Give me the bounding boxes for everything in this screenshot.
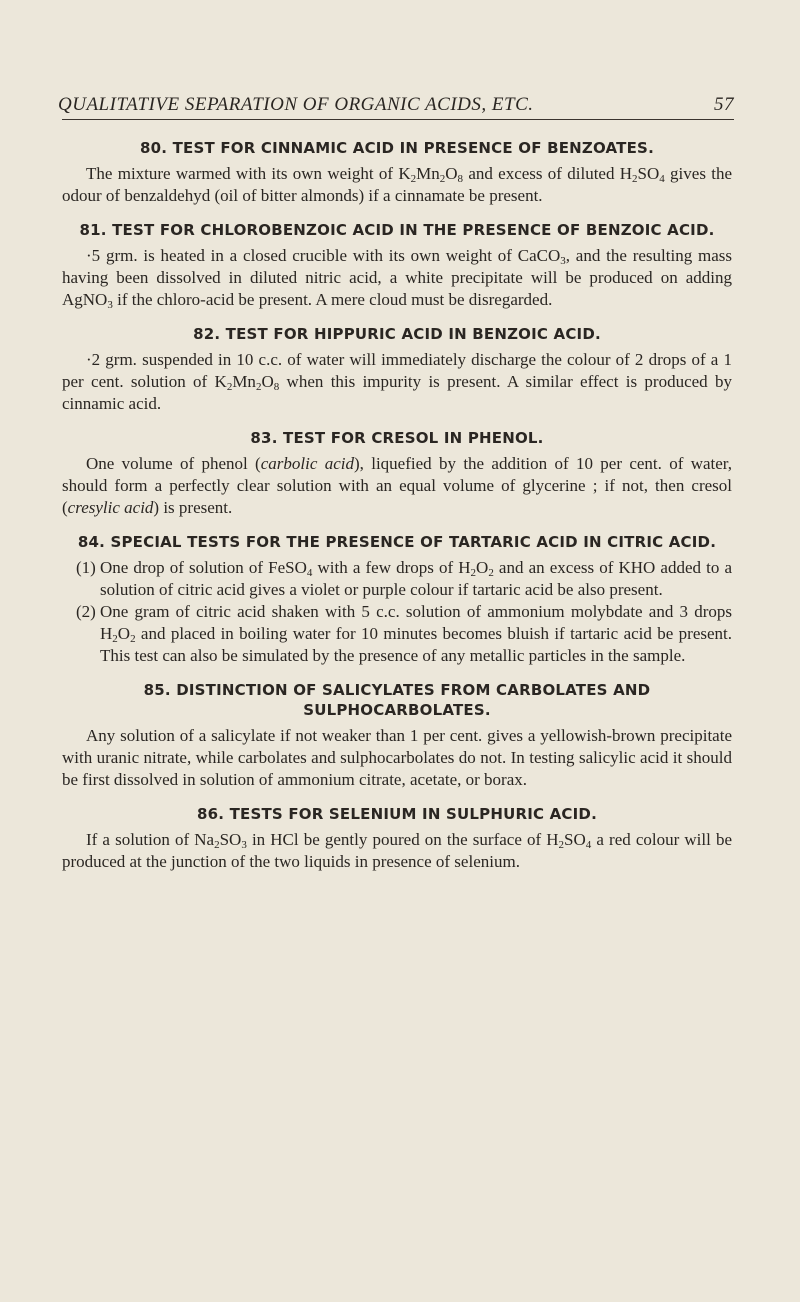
section-84 xyxy=(62,532,732,667)
section-body: If a solution of $Na_2SO_3$ in HCl be gently poured on the surface of $H_2SO_4$ a red colour will be produced at the junction of the two liquids in presence of selenium. xyxy=(62,830,732,871)
section-body: The mixture warmed with its own weight of $K_2Mn_2O_8$ and excess of diluted $H_2SO_4$ gives the odour of benzaldehyd (oil of bitter almonds) if a cinnamate be present. xyxy=(62,164,732,205)
running-header xyxy=(58,94,734,116)
list-item xyxy=(76,601,732,667)
section-83 xyxy=(62,428,732,519)
header-rule xyxy=(62,119,734,120)
running-title: QUALITATIVE SEPARATION OF ORGANIC ACIDS, ETC. xyxy=(58,94,534,115)
page-number: 57 xyxy=(714,94,734,115)
section-body: Any solution of a salicylate if not weaker than 1 per cent. gives a yellowish-brown precipitate with uranic nitrate, while carbolates and sulphocarbolates do not. In testing salicylic acid it should be first dissolved in solution of ammonium citrate, acetate, or borax. xyxy=(62,726,732,789)
item-text: One drop of solution of FeSO$_4$ with a few drops of $H_2O_2$ and an excess of KHO added to a solution of citric acid gives a violet or purple colour if tartaric acid be also present. xyxy=(100,558,733,599)
section-title: 82. TEST FOR HIPPURIC ACID IN BENZOIC ACID. xyxy=(193,325,601,343)
list-item xyxy=(76,557,732,601)
section-title: 85. DISTINCTION OF SALICYLATES FROM CARBOLATES AND SULPHOCARBOLATES. xyxy=(143,681,651,719)
section-title: 83. TEST FOR CRESOL IN PHENOL. xyxy=(250,429,544,447)
item-number: (1) xyxy=(76,558,96,577)
item-number: (2) xyxy=(76,602,96,621)
page-content xyxy=(62,138,732,886)
section-82 xyxy=(62,324,732,415)
section-81 xyxy=(62,220,732,311)
section-title: 80. TEST FOR CINNAMIC ACID IN PRESENCE OF BENZOATES. xyxy=(140,139,654,157)
section-body: One volume of phenol (carbolic acid), liquefied by the addition of 10 per cent. of water, should form a perfectly clear solution with an equal volume of glycerine ; if not, then cresol (cresylic acid) is present. xyxy=(62,454,733,517)
section-title: 84. SPECIAL TESTS FOR THE PRESENCE OF TARTARIC ACID IN CITRIC ACID. xyxy=(77,533,717,551)
section-title: 81. TEST FOR CHLOROBENZOIC ACID IN THE PRESENCE OF BENZOIC ACID. xyxy=(79,221,715,239)
item-text: One gram of citric acid shaken with 5 c.c. solution of ammonium molybdate and 3 drops $H_2O_2$ and placed in boiling water for 10 minutes becomes bluish if tartaric acid be present. This test can also be simulated by the presence of any metallic particles in the sample. xyxy=(100,602,732,665)
section-body: ·5 grm. is heated in a closed crucible with its own weight of CaCO$_3$, and the resulting mass having been dissolved in diluted nitric acid, a white precipitate will be produced on adding AgNO$_3$ if the chloro-acid be present. A mere cloud must be disregarded. xyxy=(62,246,732,311)
section-80 xyxy=(62,138,732,207)
section-85 xyxy=(62,680,732,791)
section-86 xyxy=(62,804,732,873)
test-list xyxy=(62,557,732,667)
section-body: ·2 grm. suspended in 10 c.c. of water will immediately discharge the colour of 2 drops of a 1 per cent. solution of $K_2Mn_2O_8$ when this impurity is present. A similar effect is produced by cinnamic acid. xyxy=(62,350,733,413)
section-title: 86. TESTS FOR SELENIUM IN SULPHURIC ACID. xyxy=(197,805,597,823)
